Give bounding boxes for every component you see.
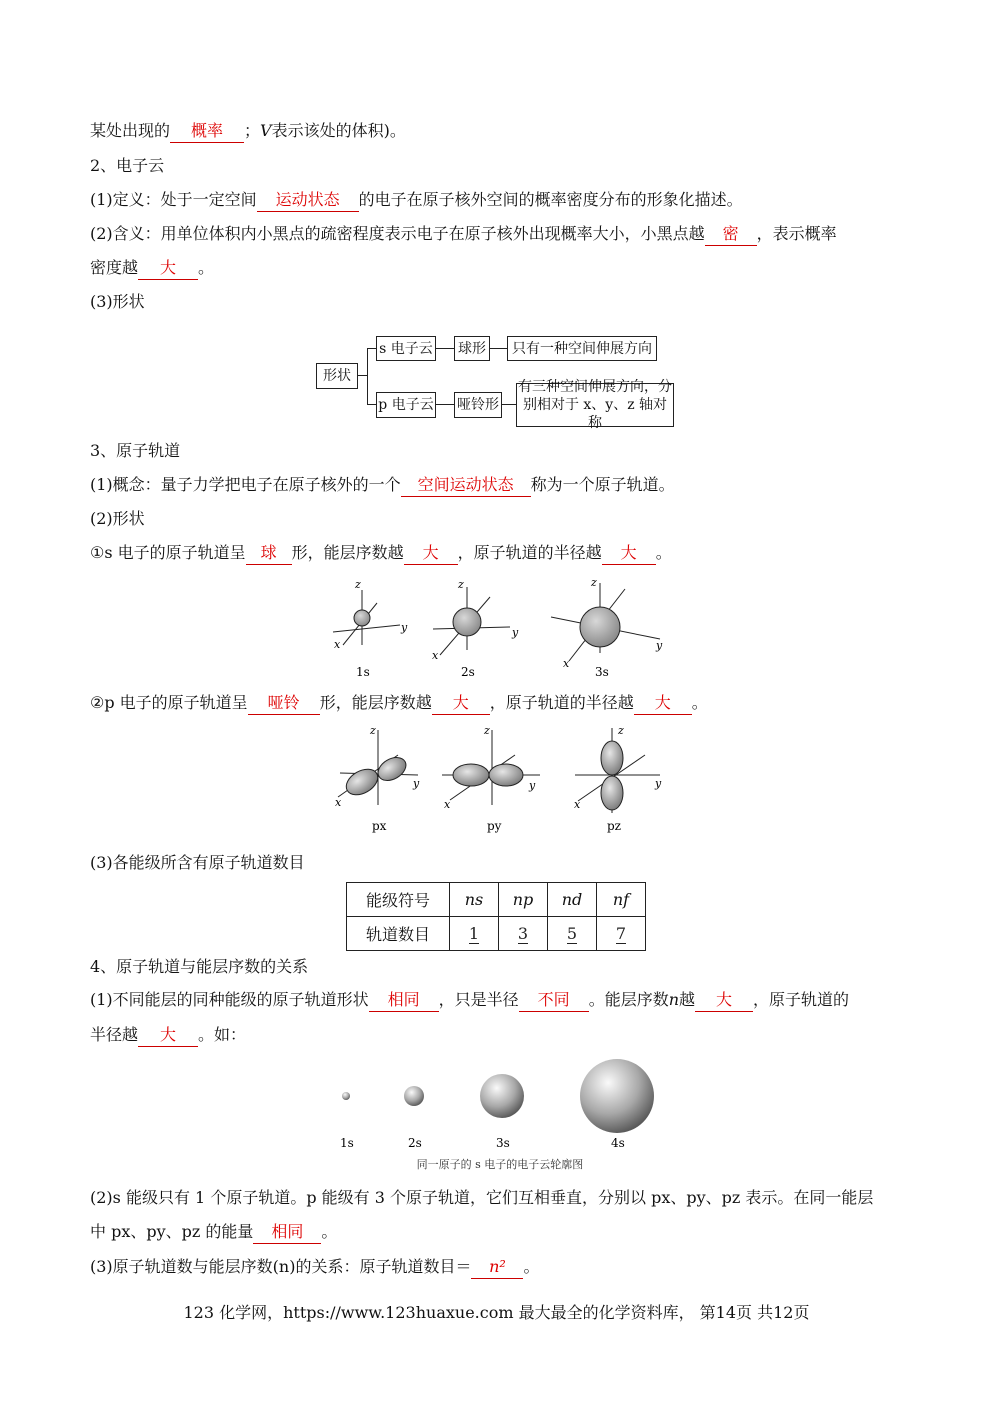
sphere-2s (404, 1086, 424, 1106)
section-title: (3)各能级所含有原子轨道数目 (90, 853, 305, 872)
answer-blank: n² (471, 1256, 523, 1279)
table-header-cell: 能级符号 (347, 883, 450, 917)
orbital-label: py (487, 819, 502, 833)
text-line: (1)概念：量子力学把电子在原子核外的一个 空间运动状态 称为一个原子轨道。 (90, 474, 675, 497)
answer-blank: 大 (432, 692, 490, 715)
s-shape-box: 球形 (454, 336, 490, 361)
sphere-label: 3s (496, 1136, 510, 1150)
sphere-3s (480, 1074, 524, 1118)
orbital-2s (433, 587, 510, 655)
svg-text:x: x (444, 798, 451, 811)
answer-blank: 球 (246, 542, 292, 565)
text-line: 中 px、py、pz 的能量 相同 。 (90, 1221, 337, 1244)
svg-text:z: z (618, 725, 624, 737)
svg-text:y: y (656, 639, 663, 652)
svg-text:z: z (484, 725, 490, 737)
table-header-cell: 轨道数目 (347, 917, 450, 951)
table-cell: np (499, 883, 548, 917)
text-line: (2)s 能级只有 1 个原子轨道。p 能级有 3 个原子轨道，它们互相垂直，分别以 px、py、pz 表示。在同一能层 (90, 1188, 874, 1207)
orbital-pz (575, 728, 660, 813)
section-title: (3)形状 (90, 292, 145, 311)
answer-blank: 大 (138, 257, 198, 280)
answer-blank: 相同 (369, 989, 439, 1012)
svg-text:y: y (512, 626, 519, 639)
table-cell: nf (597, 883, 646, 917)
svg-text:x: x (563, 657, 570, 670)
sphere-4s (580, 1059, 654, 1133)
shape-root-box: 形状 (316, 363, 358, 389)
section-title: 2、电子云 (90, 156, 165, 175)
orbital-label: 1s (356, 665, 370, 679)
svg-text:y: y (655, 777, 662, 790)
svg-text:z: z (591, 576, 597, 589)
text-line: (1)定义：处于一定空间 运动状态 的电子在原子核外空间的概率密度分布的形象化描述。 (90, 189, 743, 212)
orbital-px (338, 730, 418, 805)
table-row (347, 883, 646, 917)
text-line: 密度越 大 。 (90, 257, 214, 280)
orbital-py (442, 730, 540, 805)
svg-text:z: z (458, 578, 464, 591)
orbital-label: 2s (461, 665, 475, 679)
orbital-3s (551, 583, 660, 661)
section-title: 3、原子轨道 (90, 441, 181, 460)
answer-blank: 大 (634, 692, 692, 715)
axis-label-z: z (355, 578, 361, 591)
sphere-label: 2s (408, 1136, 422, 1150)
answer-blank: 哑铃 (248, 692, 320, 715)
svg-text:y: y (529, 779, 536, 792)
p-shape-box: 哑铃形 (454, 392, 502, 418)
table-cell: 1 (450, 917, 499, 951)
axis-label-y: y (401, 621, 408, 634)
text-line: 半径越 大 。如： (90, 1024, 246, 1047)
svg-text:y: y (413, 777, 420, 790)
text-line: (1)不同能层的同种能级的原子轨道形状 相同 ，只是半径 不同 。能层序数n越 大 ，原子轨道的 (90, 989, 849, 1012)
svg-text:x: x (432, 649, 439, 662)
text-line: ①s 电子的原子轨道呈 球 形，能层序数越 大 ，原子轨道的半径越 大 。 (90, 542, 672, 565)
table-cell: nd (548, 883, 597, 917)
s-orbitals-figure (325, 575, 675, 683)
s-desc-box: 只有一种空间伸展方向 (507, 336, 657, 361)
text-line: 某处出现的 概率 ；V表示该处的体积)。 (90, 120, 406, 143)
answer-blank: 相同 (253, 1221, 321, 1244)
page-footer: 123 化学网，https://www.123huaxue.com 最大最全的化学资料库， 第14页 共12页 (183, 1303, 810, 1322)
svg-text:z: z (370, 725, 376, 737)
text-line: (2)含义：用单位体积内小黑点的疏密程度表示电子在原子核外出现概率大小，小黑点越 密 ，表示概率 (90, 223, 837, 246)
text-line: ②p 电子的原子轨道呈 哑铃 形，能层序数越 大 ，原子轨道的半径越 大 。 (90, 692, 708, 715)
answer-blank: 大 (404, 542, 458, 565)
s-cloud-box: s 电子云 (376, 336, 436, 361)
answer-blank: 概率 (170, 120, 244, 143)
figure-caption: 同一原子的 s 电子的电子云轮廓图 (416, 1158, 584, 1171)
table-cell: 3 (499, 917, 548, 951)
table-cell: 7 (597, 917, 646, 951)
orbital-label: px (372, 819, 387, 833)
section-title: 4、原子轨道与能层序数的关系 (90, 957, 309, 976)
sphere-label: 1s (340, 1136, 354, 1150)
svg-text:x: x (574, 798, 581, 811)
p-cloud-box: p 电子云 (376, 392, 436, 418)
orbital-count-table (346, 882, 646, 951)
answer-blank: 运动状态 (257, 189, 359, 212)
answer-blank: 大 (695, 989, 753, 1012)
answer-blank: 不同 (519, 989, 589, 1012)
table-row (347, 917, 646, 951)
sphere-1s (342, 1092, 350, 1100)
orbital-1s (333, 590, 400, 645)
p-orbitals-figure (330, 725, 670, 837)
section-title: (2)形状 (90, 509, 145, 528)
answer-blank: 空间运动状态 (401, 474, 531, 497)
answer-blank: 大 (138, 1024, 198, 1047)
p-desc-box: 有三种空间伸展方向，分 别相对于 x、y、z 轴对称 (518, 379, 672, 431)
s-cloud-spheres-figure (330, 1058, 670, 1173)
answer-blank: 密 (705, 223, 757, 246)
table-cell: 5 (548, 917, 597, 951)
orbital-label: pz (607, 819, 622, 833)
axis-label-x: x (334, 638, 341, 651)
svg-text:x: x (335, 796, 342, 809)
orbital-label: 3s (595, 665, 609, 679)
answer-blank: 大 (602, 542, 656, 565)
text-line: (3)原子轨道数与能层序数(n)的关系：原子轨道数目＝ n² 。 (90, 1256, 539, 1279)
table-cell: ns (450, 883, 499, 917)
sphere-label: 4s (611, 1136, 625, 1150)
